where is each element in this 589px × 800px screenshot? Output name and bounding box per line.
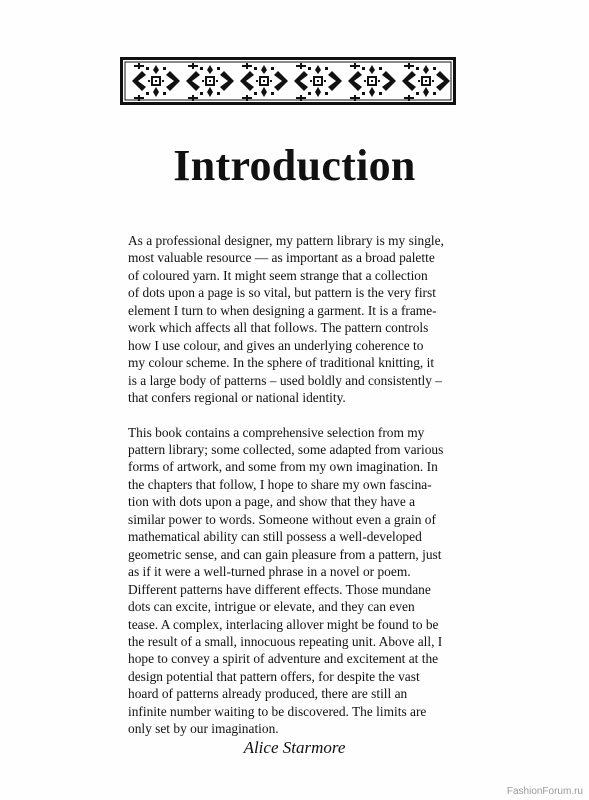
text-line: dots can excite, intrigue or elevate, and they can even [128, 599, 415, 615]
text-line: how I use colour, and gives an underlying coherence to [128, 337, 424, 353]
text-line: design potential that pattern offers, for despite the vast [128, 668, 420, 684]
introduction-body [128, 232, 468, 738]
paragraph-gap [128, 407, 468, 424]
text-line: as if it were a well-turned phrase in a novel or poem. [128, 564, 411, 580]
text-line: work which affects all that follows. The pattern controls [128, 320, 429, 336]
text-line: that confers regional or national identity. [128, 390, 346, 406]
text-line: of coloured yarn. It might seem strange that a collection [128, 267, 428, 283]
text-line: As a professional designer, my pattern library is my single, [128, 233, 444, 248]
text-line: pattern library; some collected, some adapted from various [128, 441, 444, 457]
knitted-motif-border [120, 57, 456, 105]
paragraph-2 [128, 424, 468, 738]
text-line: my colour scheme. In the sphere of traditional knitting, it [128, 355, 435, 371]
text-line: tease. A complex, interlacing allover might be found to be [128, 616, 439, 632]
text-line: infinite number waiting to be discovered. The limits are [128, 703, 427, 719]
text-line: Different patterns have different effects. Those mundane [128, 581, 431, 597]
text-line: hoard of patterns already produced, there are still an [128, 686, 408, 702]
text-line: is a large body of patterns – used boldly and consistently – [128, 372, 443, 388]
text-line: of dots upon a page is so vital, but pattern is the very first [128, 285, 436, 301]
paragraph-1 [128, 232, 468, 407]
author-signature: Alice Starmore [243, 738, 346, 757]
text-line: the chapters that follow, I hope to share my own fascina- [128, 476, 432, 492]
watermark: FashionForum.ru [506, 786, 583, 797]
page-title: Introduction [173, 141, 416, 190]
text-line: forms of artwork, and some from my own imagination. In [128, 459, 438, 475]
text-line: element I turn to when designing a garment. It is a frame- [128, 302, 437, 318]
text-line: geometric sense, and can gain pleasure from a pattern, just [128, 546, 442, 562]
text-line: the result of a small, innocuous repeating unit. Above all, I [128, 633, 443, 649]
text-line: similar power to words. Someone without even a grain of [128, 511, 436, 527]
text-line: hope to convey a spirit of adventure and excitement at the [128, 651, 439, 667]
text-line: This book contains a comprehensive selection from my [128, 424, 425, 440]
text-line: tion with dots upon a page, and show that they have a [128, 494, 416, 510]
text-line: most valuable resource — as important as a broad palette [128, 250, 435, 266]
text-line: only set by our imagination. [128, 721, 279, 737]
text-line: mathematical ability can still possess a well-developed [128, 529, 422, 545]
